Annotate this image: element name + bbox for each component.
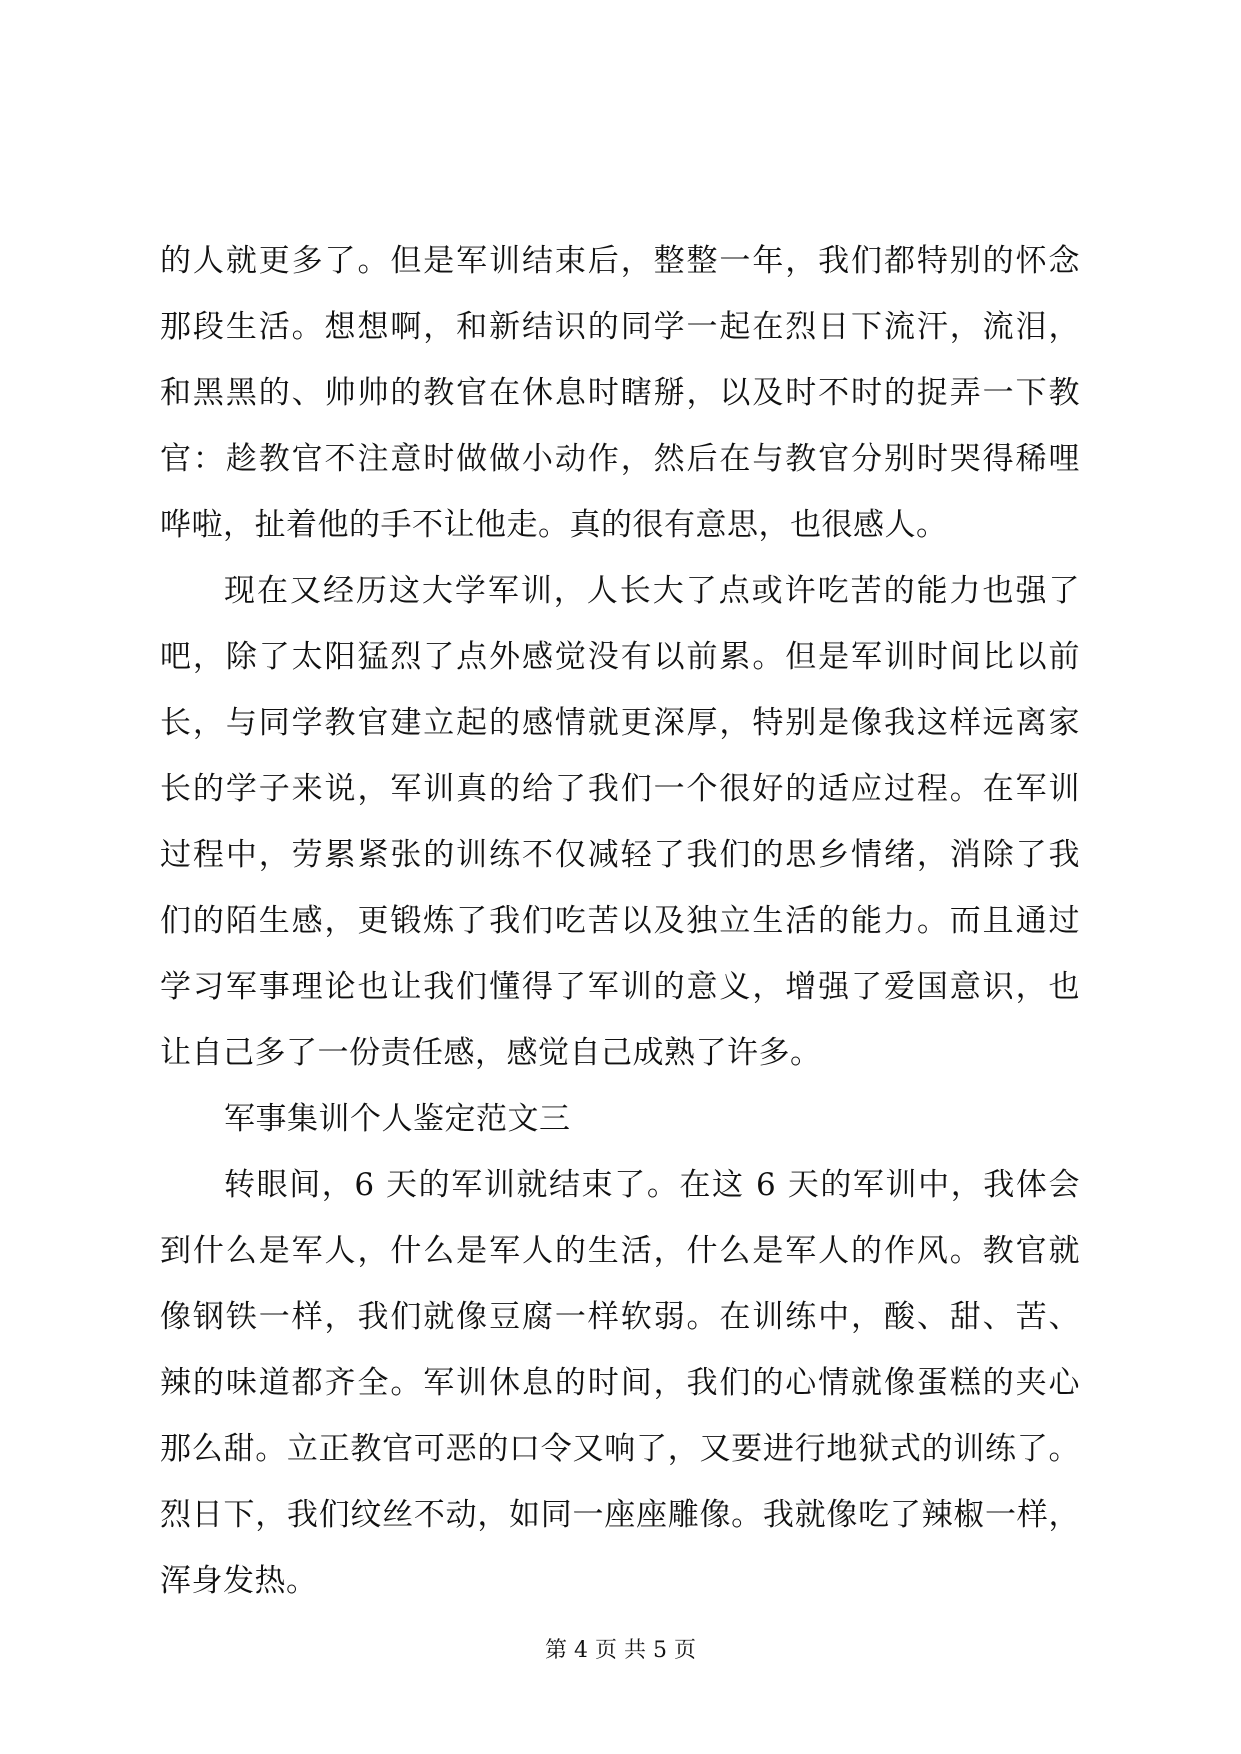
text-line: 军事集训个人鉴定范文三 [224, 1101, 571, 1137]
page-footer: 第 4 页 共 5 页 [545, 1638, 696, 1663]
text-line: 那么甜。立正教官可恶的口令又响了，又要进行地狱式的训练了。 [160, 1431, 1080, 1467]
text-line: 哗啦，扯着他的手不让他走。真的很有意思，也很感人。 [160, 507, 948, 543]
text-line: 过程中，劳累紧张的训练不仅减轻了我们的思乡情绪，消除了我 [160, 837, 1080, 873]
document-body [160, 228, 1080, 1614]
text-line: 长的学子来说，军训真的给了我们一个很好的适应过程。在军训 [160, 771, 1080, 807]
text-line: 长，与同学教官建立起的感情就更深厚，特别是像我这样远离家 [160, 705, 1080, 741]
text-line: 到什么是军人，什么是军人的生活，什么是军人的作风。教官就 [160, 1233, 1080, 1269]
text-line: 现在又经历这大学军训，人长大了点或许吃苦的能力也强了 [224, 573, 1080, 609]
text-line: 像钢铁一样，我们就像豆腐一样软弱。在训练中，酸、甜、苦、 [160, 1299, 1080, 1335]
text-line: 学习军事理论也让我们懂得了军训的意义，增强了爱国意识，也 [160, 969, 1080, 1005]
text-line: 和黑黑的、帅帅的教官在休息时瞎掰，以及时不时的捉弄一下教 [160, 375, 1080, 411]
text-line: 浑身发热。 [160, 1563, 318, 1599]
text-line: 那段生活。想想啊，和新结识的同学一起在烈日下流汗，流泪， [160, 309, 1080, 345]
text-line: 转眼间，6 天的军训就结束了。在这 6 天的军训中，我体会 [224, 1167, 1080, 1203]
text-line: 烈日下，我们纹丝不动，如同一座座雕像。我就像吃了辣椒一样， [160, 1497, 1080, 1533]
text-line: 辣的味道都齐全。军训休息的时间，我们的心情就像蛋糕的夹心 [160, 1365, 1080, 1401]
text-line: 官：趁教官不注意时做做小动作，然后在与教官分别时哭得稀哩 [160, 441, 1080, 477]
text-line: 让自己多了一份责任感，感觉自己成熟了许多。 [160, 1035, 822, 1071]
text-line: 的人就更多了。但是军训结束后，整整一年，我们都特别的怀念 [160, 243, 1080, 279]
text-line: 吧，除了太阳猛烈了点外感觉没有以前累。但是军训时间比以前 [160, 639, 1080, 675]
text-line: 们的陌生感，更锻炼了我们吃苦以及独立生活的能力。而且通过 [160, 903, 1080, 939]
